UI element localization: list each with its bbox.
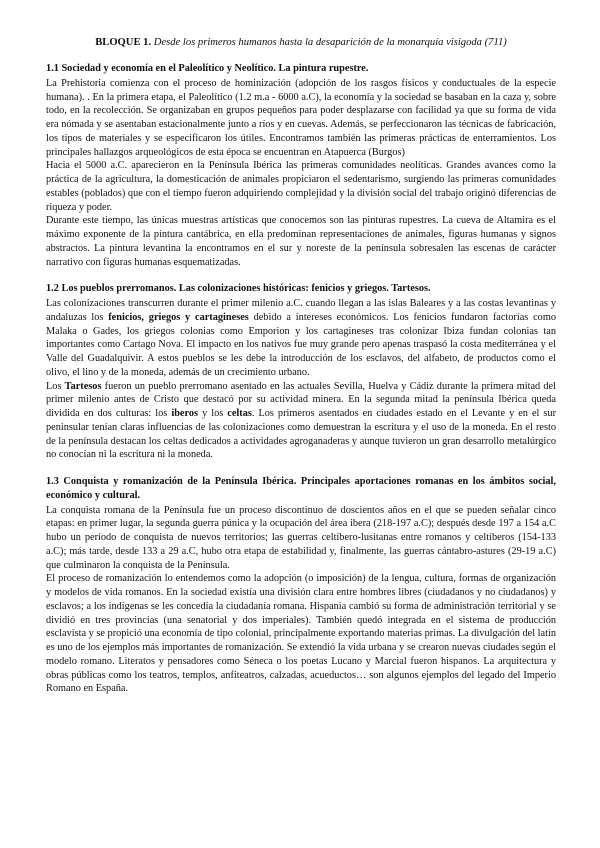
bold-term: Tartesos <box>64 380 102 392</box>
bold-term: celtas <box>227 408 252 419</box>
paragraph: La Prehistoria comienza con el proceso de hominización (adopción de los rasgos físicos y conductuales de la especie humana). . En la primera etapa, el Paleolítico (1.2 m.a - 6000 a.C), la economía y la sociedad se basaban en la caza y, sobre todo, en la recolección. Se organizaban en grupos pequeños para poder desplazarse con facilidad ya que su forma de vida era nómada y se asentaban estacionalmente junto a ríos y en cuevas. Además, se perfeccionaron las técnicas de fabricación, los tipos de materiales y se especificaron los útiles. Encontramos también las primeras prácticas de enterramientos. Los principales hallazgos arqueológicos de esta época se encuentran en Atapuerca (Burgos) <box>46 77 556 158</box>
bloque-label: BLOQUE 1. <box>95 37 152 48</box>
document-page <box>46 36 556 696</box>
bold-term: fenicios, griegos y cartagineses <box>108 311 249 323</box>
section-heading: 1.3 Conquista y romanización de la Península Ibérica. Principales aportaciones romanas en los ámbitos social, económico y cultural. <box>46 476 556 501</box>
section-heading: 1.1 Sociedad y economía en el Paleolítico y Neolítico. La pintura rupestre. <box>46 63 369 74</box>
section-1-2 <box>46 282 556 462</box>
document-title <box>46 36 556 50</box>
paragraph: Las colonizaciones transcurren durante el primer milenio a.C. cuando llegan a las islas Baleares y a las costas levantinas y andaluzas los fenicios, griegos y cartagineses debido a intereses económicos. Los fenicios fundaron factorías como Malaka o Gades, los griegos colonias como Emporion y los cartagineses tras colonizar Ibiza fundan colonias tan importantes como Cartago Nova. El impacto en los nativos fue muy grande pero apenas traspasó la costa mediterránea y el Valle del Guadalquivir. A estos pueblos se les debe la introducción de los esclavos, del alfabeto, de productos como el olivo, el lino y de la moneda, además de un crecimiento urbano. <box>46 298 556 378</box>
paragraph: Hacia el 5000 a.C. aparecieron en la Península Ibérica las primeras comunidades neolíticas. Grandes avances como la práctica de la agricultura, la domesticación de animales propiciaron el sedentarismo, surgiendo las primeras comunidades estables (poblados) que con el tiempo fueron adquiriendo complejidad y la división social del trabajo originó diferencias de riqueza y poder. <box>46 160 556 213</box>
paragraph: Los Tartesos fueron un pueblo prerromano asentado en las actuales Sevilla, Huelva y Cádiz durante la primera mitad del primer milenio antes de Cristo que destacó por su actividad minera. En la segunda mitad la península Ibérica queda dividida en dos culturas: los iberos y los celtas. Los primeros asentados en ciudades estado en el Levante y en el sur peninsular tenían claras influencias de las colonizaciones como demuestran la escritura y el uso de la moneda. En el resto de la península destacan los celtas dedicados a actividades agroganaderas y aunque tuvieron un gran desarrollo metalúrgico no conocían ni la escritura ni la moneda. <box>46 380 557 461</box>
bloque-subtitle: Desde los primeros humanos hasta la desaparición de la monarquía visigoda (711) <box>153 37 507 48</box>
paragraph: El proceso de romanización lo entendemos como la adopción (o imposición) de la lengua, cultura, formas de organización y modelos de vida romanos. En la sociedad existía una división clara entre hombres libres (ciudadanos y no ciudadanos) y esclavos; a los indígenas se les concedía la ciudadanía romana. Hispania cambió su forma de administración territorial y se dividió en tres provincias (una senatorial y dos imperiales). También quedó integrada en el sistema de producción esclavista y se propició una economía de tipo colonial, principalmente exportando materias primas. La divulgación del latín es uno de los ejemplos más importantes de romanización. Se extendió la vida urbana y se crearon nuevas ciudades según el modelo romano. Literatos y pensadores como Séneca o los poetas Lucano y Marcial fueron hispanos. La arquitectura y obras públicas como los teatros, templos, anfiteatros, calzadas, acueductos… son algunos ejemplos del legado del Imperio Romano en España. <box>46 573 556 695</box>
bold-term: iberos <box>171 408 199 419</box>
paragraph: Durante este tiempo, las únicas muestras artísticas que conocemos son las pinturas rupestres. La cueva de Altamira es el máximo exponente de la pintura cantábrica, en ella predominan representaciones de animales, figuras humanas y signos abstractos. La pintura levantina la encontramos en el sur y noreste de la península sobresalen las escenas de carácter narrativo con figuras humanas esquematizadas. <box>46 215 556 268</box>
paragraph: La conquista romana de la Península fue un proceso discontinuo de doscientos años en el que se pueden señalar cinco etapas: en primer lugar, la segunda guerra púnica y la ocupación del área ibera (218-197 a.C); después desde 197 a 154 a.C hubo un período de conquista de nuevos territorios; las guerras celtíbero-lusitanas entre romanos y celtíberos (154-133 a.C); más tarde, desde 133 a 29 a.C, hubo otra etapa de estabilidad y, finalmente, las guerras cántabro-astures (29-19 a.C) que culminaron la conquista de la Península. <box>46 504 556 571</box>
section-1-1 <box>46 62 556 269</box>
section-1-3 <box>46 475 556 696</box>
section-heading: 1.2 Los pueblos prerromanos. Las colonizaciones históricas: fenicios y griegos. Tartesos. <box>46 283 431 295</box>
